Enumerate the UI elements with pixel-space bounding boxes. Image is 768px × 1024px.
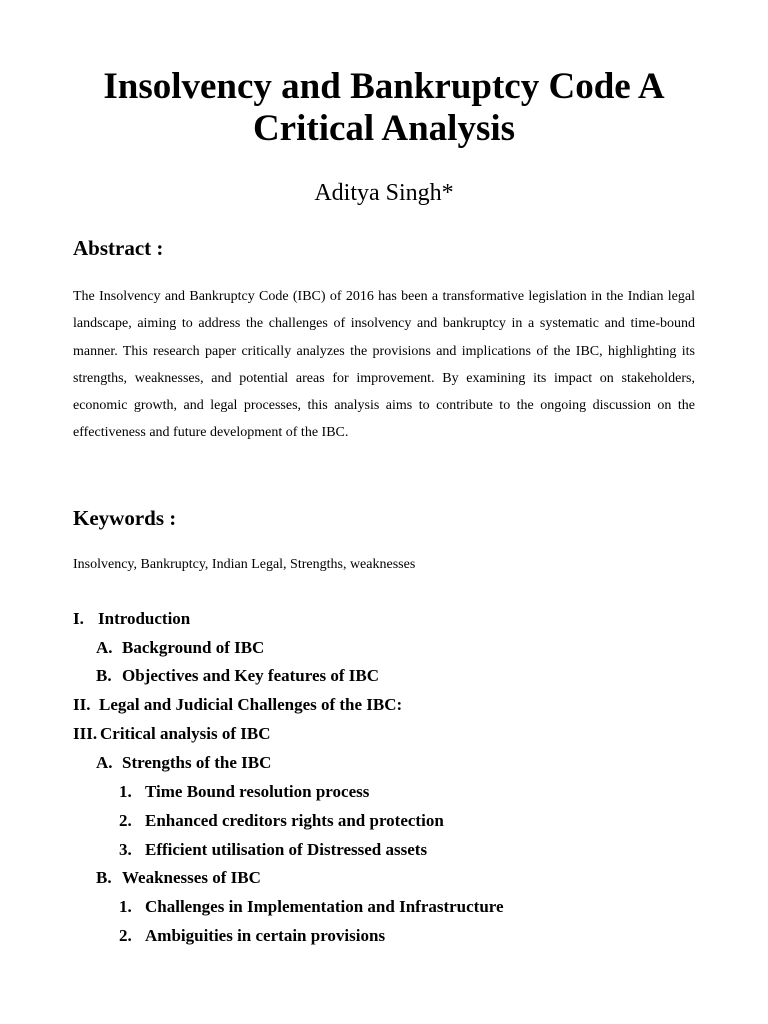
- toc-item-number: I.: [73, 609, 84, 628]
- keywords-heading: Keywords :: [73, 506, 177, 530]
- toc-item-label: Weaknesses of IBC: [122, 868, 261, 887]
- toc-item-number: 1.: [119, 782, 132, 801]
- toc-item-number: 2.: [119, 926, 132, 945]
- toc-item-label: Ambiguities in certain provisions: [145, 926, 386, 945]
- keywords-list: Insolvency, Bankruptcy, Indian Legal, Strengths, weaknesses: [73, 557, 416, 572]
- paper-title: Insolvency and Bankruptcy Code A Critical Analysis: [103, 66, 665, 149]
- abstract-heading: Abstract :: [73, 236, 164, 260]
- toc-item-number: 3.: [119, 840, 132, 859]
- toc-item-label: Efficient utilisation of Distressed assets: [145, 840, 428, 859]
- toc-item-number: II.: [73, 695, 91, 714]
- toc-item-number: III.: [73, 724, 98, 743]
- toc-item-number: A.: [96, 638, 113, 657]
- toc-item-label: Objectives and Key features of IBC: [122, 666, 380, 685]
- toc-item-number: B.: [96, 868, 112, 887]
- toc-item-label: Legal and Judicial Challenges of the IBC:: [99, 695, 403, 714]
- toc-item-label: Challenges in Implementation and Infrastructure: [145, 897, 504, 916]
- toc-item-label: Strengths of the IBC: [122, 753, 272, 772]
- toc-item-label: Introduction: [98, 609, 191, 628]
- abstract-body: The Insolvency and Bankruptcy Code (IBC) of 2016 has been a transformative legislation in the Indian legal landscape, aiming to address the challenges of insolvency and bankruptcy in a systematic and time-bound manner. This research paper critically analyzes the provisions and implications of the IBC, highlighting its strengths, weaknesses, and potential areas for improvement. By examining its impact on stakeholders, economic growth, and legal processes, this analysis aims to contribute to the ongoing discussion on the effectiveness and future development of the IBC.: [73, 289, 695, 441]
- author-name: Aditya Singh*: [314, 180, 454, 206]
- toc-item-label: Enhanced creditors rights and protection: [145, 811, 444, 830]
- toc-item-label: Critical analysis of IBC: [100, 724, 271, 743]
- toc-item-number: 1.: [119, 897, 132, 916]
- toc-item-number: 2.: [119, 811, 132, 830]
- toc-item-label: Time Bound resolution process: [145, 782, 370, 801]
- toc-item-number: A.: [96, 753, 113, 772]
- toc-item-number: B.: [96, 666, 112, 685]
- toc-item-label: Background of IBC: [122, 638, 265, 657]
